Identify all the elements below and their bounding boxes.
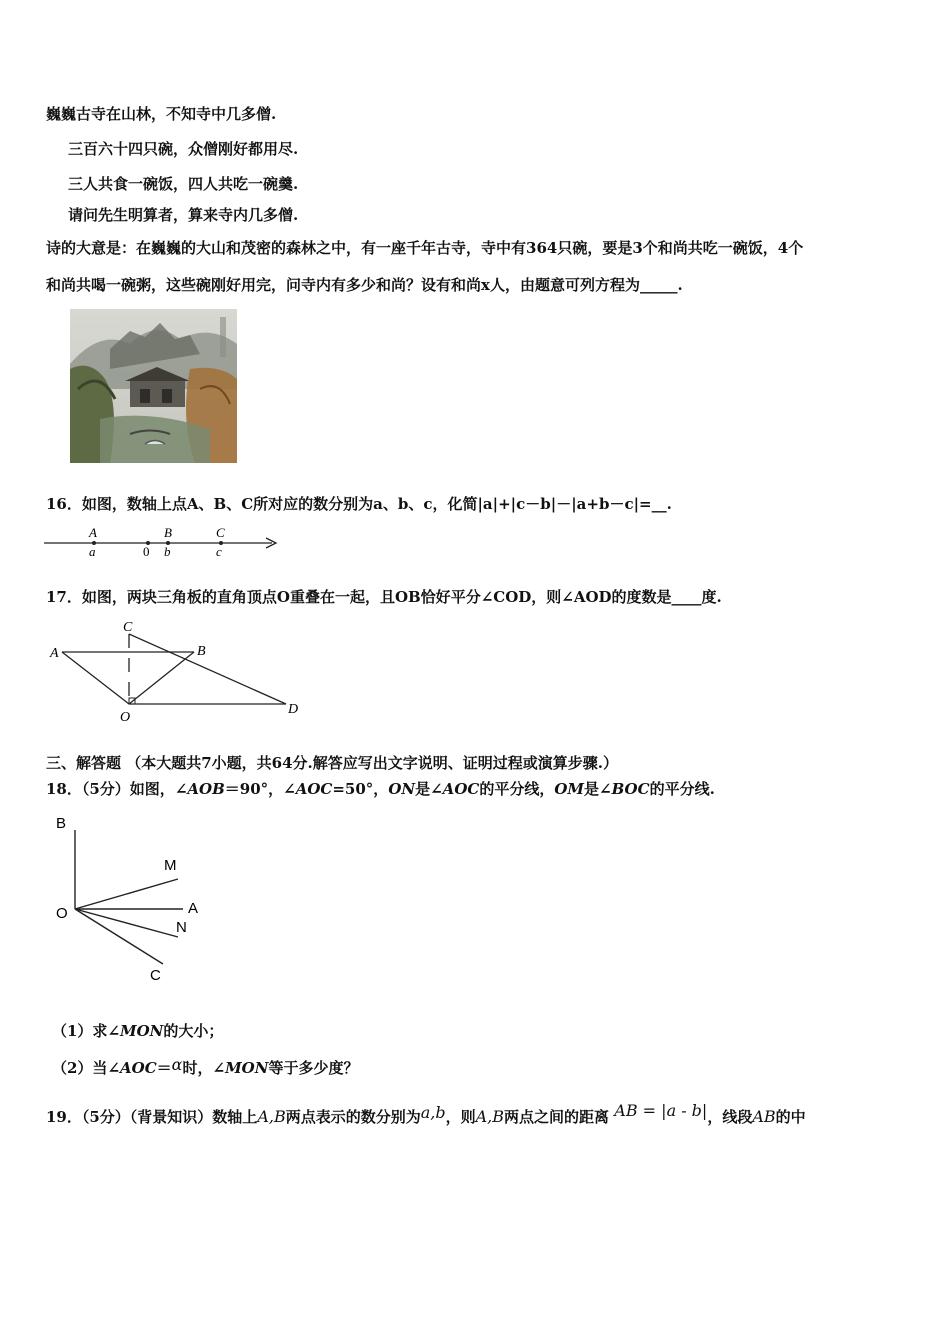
label-O: O <box>120 710 131 725</box>
sub2-mid: 时， <box>182 1059 213 1077</box>
q16-text: 16．如图，数轴上点A、B、C所对应的数分别为a、b、c，化简|a|+|c－b|－|a+b－c|=__. <box>46 495 672 513</box>
values-ab: a,b <box>420 1103 446 1122</box>
q19-text-4: ，线段 <box>707 1108 753 1126</box>
sub1-suffix: 的大小； <box>163 1022 224 1040</box>
label-C: C <box>123 620 133 635</box>
q19-text-5: 的中 <box>775 1108 806 1126</box>
distance-formula: AB = |a - b| <box>614 1101 708 1120</box>
angle-aoc-3: ∠AOC <box>107 1059 157 1077</box>
text-is-1: 是 <box>415 780 431 798</box>
angle-rays-diagram <box>50 812 210 982</box>
q17-text: 17．如图，两块三角板的直角顶点O重叠在一起，且OB恰好平分∠COD，则∠AOD的度数是____度. <box>46 588 722 606</box>
angle-boc: ∠BOC <box>599 780 650 798</box>
triangle-boards-diagram <box>44 615 310 727</box>
sub2-suffix: 等于多少度？ <box>268 1059 359 1077</box>
sub2-prefix: （2）当 <box>52 1059 108 1077</box>
label-A: A <box>89 525 97 540</box>
label-C: C <box>216 525 225 540</box>
q15-line-1: 诗的大意是：在巍巍的大山和茂密的森林之中，有一座千年古寺，寺中有364只碗，要是3个和尚共吃一碗饭，4个 <box>46 239 804 257</box>
label-O: O <box>56 905 68 922</box>
eq-sign: ＝ <box>156 1059 172 1077</box>
label-M: M <box>164 857 177 874</box>
segment-ab: AB <box>752 1107 776 1126</box>
ray-om: OM <box>554 780 585 798</box>
poem-line-4: 请问先生明算者，算来寺内几多僧. <box>68 206 299 224</box>
q15-line-2: 和尚共喝一碗粥，这些碗刚好用完，问寺内有多少和尚？设有和尚x人，由题意可列方程为_____. <box>46 276 683 294</box>
text-bisector-2: 的平分线. <box>649 780 715 798</box>
q18-text <box>46 778 715 799</box>
label-a: a <box>89 544 96 559</box>
q19-text <box>46 1101 806 1127</box>
label-A: A <box>188 900 199 917</box>
points-ab-2: A,B <box>475 1107 505 1126</box>
angle-mon: ∠MON <box>107 1022 164 1040</box>
text-bisector-1: 的平分线， <box>479 780 555 798</box>
temple-painting-image <box>70 309 237 463</box>
q19-number: 19．（5分）（背景知识）数轴上 <box>46 1108 258 1126</box>
label-N: N <box>176 919 187 936</box>
q18-number: 18．（5分）如图， <box>46 780 175 798</box>
angle-aoc-2: ∠AOC <box>430 780 480 798</box>
label-C: C <box>150 967 161 982</box>
text-is-2: 是 <box>584 780 600 798</box>
q19-text-1: 两点表示的数分别为 <box>285 1108 421 1126</box>
eq-90: ＝90°， <box>224 780 284 798</box>
angle-aob: ∠AOB <box>174 780 225 798</box>
poem-line-1: 巍巍古寺在山林，不知寺中几多僧. <box>46 105 277 123</box>
poem-line-2: 三百六十四只碗，众僧刚好都用尽. <box>68 140 299 158</box>
q19-text-2: ，则 <box>445 1108 476 1126</box>
label-B: B <box>164 525 172 540</box>
sub1-prefix: （1）求 <box>52 1022 108 1040</box>
points-ab-1: A,B <box>257 1107 286 1126</box>
ray-on: ON <box>388 780 416 798</box>
label-B: B <box>56 815 67 832</box>
eq-50: =50°， <box>332 780 389 798</box>
number-line-diagram <box>44 522 280 562</box>
label-zero: 0 <box>143 544 150 559</box>
label-D: D <box>288 702 299 717</box>
q18-sub-1 <box>52 1020 223 1041</box>
label-b: b <box>164 544 171 559</box>
alpha-symbol: α <box>171 1055 183 1074</box>
label-A: A <box>50 646 59 661</box>
q18-sub-2 <box>52 1055 358 1078</box>
angle-aoc: ∠AOC <box>283 780 333 798</box>
label-B: B <box>197 644 206 659</box>
label-c: c <box>216 544 222 559</box>
section-3-heading: 三、解答题 （本大题共7小题，共64分.解答应写出文字说明、证明过程或演算步骤.） <box>46 754 618 772</box>
angle-mon-2: ∠MON <box>212 1059 269 1077</box>
poem-line-3: 三人共食一碗饭，四人共吃一碗羹. <box>68 175 299 193</box>
q19-text-3: 两点之间的距离 <box>504 1108 610 1126</box>
